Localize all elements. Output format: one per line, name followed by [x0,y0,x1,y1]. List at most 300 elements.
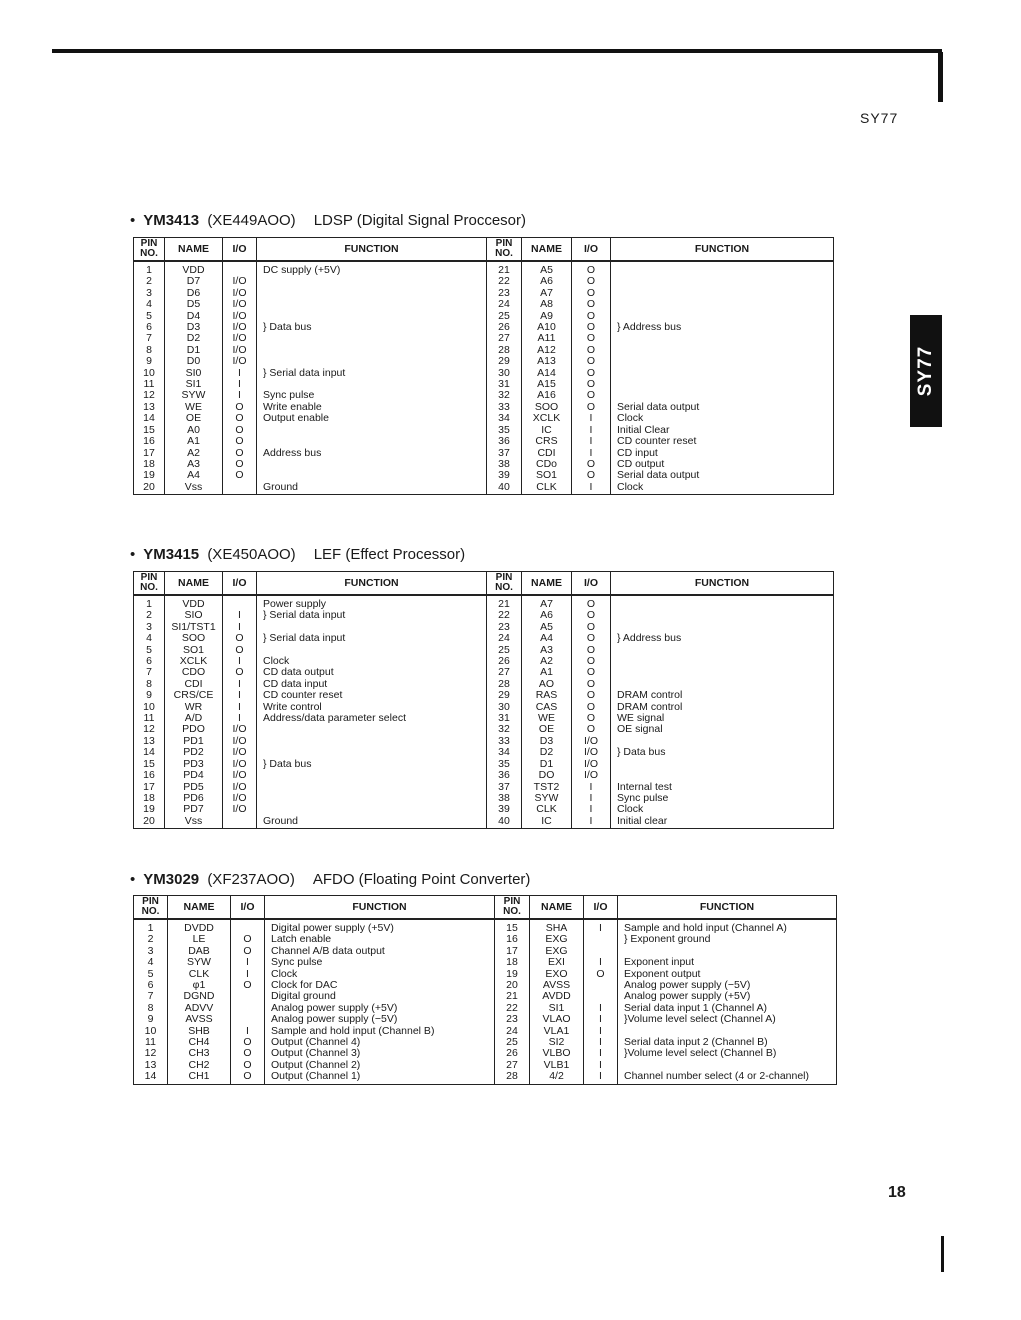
pin-name: WE [522,713,572,724]
pin-number: 10 [134,1026,168,1037]
table-row [134,1048,837,1059]
pin-function [257,276,487,287]
pin-function: CD data input [257,679,487,690]
pin-io: O [231,934,265,945]
pin-number: 12 [134,724,165,735]
pin-name: CDo [522,459,572,470]
pin-io: O [572,402,611,413]
part-code: (XF237AOO) [207,871,295,888]
pin-name: IC [522,816,572,829]
column-header: PIN NO. [134,238,165,262]
pin-number: 6 [134,322,165,333]
pin-name: D7 [165,276,223,287]
pin-function: Serial data input 1 (Channel A) [618,1003,837,1014]
pin-io: I [231,957,265,968]
pin-function [611,345,834,356]
table-row [134,804,834,815]
column-header: NAME [522,238,572,262]
pin-io: O [572,459,611,470]
pin-name: DGND [168,991,231,1002]
pin-io: I/O [223,299,257,310]
column-header: FUNCTION [265,896,495,920]
pin-function: Digital ground [265,991,495,1002]
pin-function [257,793,487,804]
pin-function [611,276,834,287]
table-row [134,946,837,957]
pin-function: } Address bus [611,322,834,333]
pin-number: 13 [134,402,165,413]
pin-io: O [572,679,611,690]
pin-io [223,816,257,829]
column-header: FUNCTION [618,896,837,920]
pin-number: 5 [134,311,165,322]
pin-name: A5 [522,622,572,633]
pin-number: 33 [487,736,522,747]
pin-name: VLA1 [530,1026,584,1037]
pin-number: 2 [134,934,168,945]
pin-number: 31 [487,379,522,390]
pin-name: DAB [168,946,231,957]
pin-name: SYW [168,957,231,968]
pin-io: I [572,425,611,436]
pin-io: I/O [223,736,257,747]
pin-function: }Volume level select (Channel A) [618,1014,837,1025]
pin-function [257,736,487,747]
pin-name: CH1 [168,1071,231,1084]
pin-number: 4 [134,633,165,644]
pin-name: CAS [522,702,572,713]
pin-number: 18 [495,957,530,968]
pin-io: I [584,1037,618,1048]
pin-name: A13 [522,356,572,367]
column-header: NAME [530,896,584,920]
pin-io: O [572,667,611,678]
pin-number: 20 [134,482,165,495]
pin-function: DRAM control [611,690,834,701]
pin-name: PD4 [165,770,223,781]
part-code: (XE449AOO) [207,212,296,229]
pin-function: Clock [611,804,834,815]
pin-function: Exponent output [618,969,837,980]
pin-name: WE [165,402,223,413]
pin-function: } Data bus [257,322,487,333]
pin-number: 17 [134,448,165,459]
pin-number: 33 [487,402,522,413]
pin-io: I [223,622,257,633]
pin-name: OE [522,724,572,735]
pin-io: O [572,470,611,481]
pin-io: I/O [572,770,611,781]
pin-function: Output enable [257,413,487,424]
pin-number: 21 [487,595,522,610]
pin-number: 8 [134,345,165,356]
pin-io: O [223,459,257,470]
pin-name: A/D [165,713,223,724]
pin-number: 2 [134,610,165,621]
pin-function [257,356,487,367]
pin-function [257,747,487,758]
pin-function: DC supply (+5V) [257,261,487,276]
table-row [134,356,834,367]
pin-function: Digital power supply (+5V) [265,919,495,934]
pin-function: CD input [611,448,834,459]
pin-number: 18 [134,793,165,804]
pin-name: A7 [522,595,572,610]
pin-name: SI2 [530,1037,584,1048]
pin-function [611,667,834,678]
pin-io: I/O [223,747,257,758]
pin-number: 26 [495,1048,530,1059]
pin-name: SHA [530,919,584,934]
pin-name: PD6 [165,793,223,804]
pin-function [611,656,834,667]
pin-io: I [231,1026,265,1037]
pin-number: 3 [134,946,168,957]
pin-io: O [223,645,257,656]
pin-function: Clock [611,482,834,495]
pin-io [223,261,257,276]
pin-name: PD5 [165,782,223,793]
column-header: NAME [165,238,223,262]
pin-function [611,379,834,390]
pin-number: 25 [487,645,522,656]
pin-number: 29 [487,690,522,701]
pin-function: Analog power supply (−5V) [265,1014,495,1025]
pin-number: 38 [487,793,522,804]
pin-table-ym3415 [133,571,834,829]
pin-function: Initial clear [611,816,834,829]
pin-io: O [572,656,611,667]
column-header: NAME [168,896,231,920]
pin-function: Serial data output [611,402,834,413]
pin-number: 3 [134,288,165,299]
pin-name: SOO [165,633,223,644]
pin-number: 26 [487,656,522,667]
pin-function [257,470,487,481]
pin-function [257,804,487,815]
table-row [134,595,834,610]
pin-function [611,759,834,770]
pin-io: I [572,482,611,495]
pin-name: A1 [522,667,572,678]
pin-io: I [584,919,618,934]
table-row [134,261,834,276]
pin-function [611,261,834,276]
pin-name: A10 [522,322,572,333]
pin-io: I/O [223,322,257,333]
pin-io: O [231,946,265,957]
pin-io: I [223,379,257,390]
pin-function [257,425,487,436]
section-title-ym3029 [130,871,530,888]
pin-function: } Data bus [611,747,834,758]
pin-table-ym3413 [133,237,834,495]
pin-io [231,991,265,1002]
pin-number: 28 [487,345,522,356]
pin-name: 4/2 [530,1071,584,1084]
pin-name: AVDD [530,991,584,1002]
pin-number: 34 [487,413,522,424]
pin-function: Sync pulse [257,390,487,401]
pin-number: 8 [134,679,165,690]
pin-name: D5 [165,299,223,310]
pin-name: SIO [165,610,223,621]
pin-number: 24 [495,1026,530,1037]
pin-function [611,645,834,656]
pin-function: Address bus [257,448,487,459]
pin-name: A7 [522,288,572,299]
pin-function: Power supply [257,595,487,610]
pin-number: 32 [487,724,522,735]
pin-function [257,724,487,735]
pin-io: I [572,816,611,829]
pin-function [257,288,487,299]
pin-function [257,299,487,310]
pin-number: 30 [487,702,522,713]
pin-io: I [572,782,611,793]
pin-name: VLAO [530,1014,584,1025]
pin-io: I/O [223,356,257,367]
table-row [134,436,834,447]
pin-function: CD output [611,459,834,470]
pin-io: O [231,1060,265,1071]
pin-number: 21 [487,261,522,276]
pin-number: 6 [134,980,168,991]
pin-function [257,436,487,447]
pin-io: I/O [223,288,257,299]
pin-name: A12 [522,345,572,356]
pin-io: I [572,448,611,459]
pin-name: EXG [530,934,584,945]
pin-name: φ1 [168,980,231,991]
pin-number: 22 [487,276,522,287]
pin-io: I/O [572,759,611,770]
pin-function: Sync pulse [611,793,834,804]
pin-name: CH4 [168,1037,231,1048]
column-header: PIN NO. [134,572,165,596]
pin-io: O [223,425,257,436]
pin-function: Internal test [611,782,834,793]
pin-name: CLK [522,804,572,815]
pin-number: 36 [487,770,522,781]
table-row [134,934,837,945]
pin-io: I [572,413,611,424]
header-model-code: SY77 [860,110,899,126]
pin-name: EXI [530,957,584,968]
pin-number: 15 [495,919,530,934]
pin-number: 19 [134,804,165,815]
table-row [134,770,834,781]
bullet: • [130,871,136,888]
pin-number: 25 [487,311,522,322]
pin-number: 28 [495,1071,530,1084]
pin-number: 39 [487,804,522,815]
column-header: I/O [231,896,265,920]
pin-name: SOO [522,402,572,413]
column-header: FUNCTION [611,238,834,262]
pin-io: I/O [223,311,257,322]
pin-number: 1 [134,261,165,276]
pin-number: 11 [134,713,165,724]
pin-name: OE [165,413,223,424]
section-title-ym3413 [130,212,526,229]
pin-io: I/O [223,345,257,356]
pin-number: 7 [134,667,165,678]
pin-number: 9 [134,356,165,367]
pin-number: 34 [487,747,522,758]
pin-io: I [572,793,611,804]
pin-name: CRS [522,436,572,447]
pin-name: EXO [530,969,584,980]
pin-number: 29 [487,356,522,367]
pin-number: 17 [495,946,530,957]
table-row [134,690,834,701]
pin-name: CRS/CE [165,690,223,701]
pin-function: }Volume level select (Channel B) [618,1048,837,1059]
pin-io: O [223,402,257,413]
pin-name: A14 [522,368,572,379]
pin-function: CD data output [257,667,487,678]
pin-number: 10 [134,368,165,379]
pin-number: 16 [495,934,530,945]
pin-name: A6 [522,276,572,287]
pin-number: 12 [134,1048,168,1059]
pin-io [231,919,265,934]
pin-io: I [223,713,257,724]
pin-function: } Serial data input [257,633,487,644]
pin-function: Exponent input [618,957,837,968]
pin-name: SI1/TST1 [165,622,223,633]
chip-name: YM3415 [143,546,200,563]
side-tab-label: SY77 [915,345,937,397]
pin-function [257,782,487,793]
pin-io: O [572,610,611,621]
pin-function: Clock [611,413,834,424]
pin-number: 40 [487,816,522,829]
pin-number: 3 [134,622,165,633]
pin-number: 37 [487,448,522,459]
pin-name: D3 [522,736,572,747]
pin-function: Sync pulse [265,957,495,968]
pin-function: Write control [257,702,487,713]
pin-name: D1 [165,345,223,356]
chip-name: YM3029 [143,871,200,888]
pin-function: WE signal [611,713,834,724]
pin-name: A4 [165,470,223,481]
pin-name: A9 [522,311,572,322]
pin-io: O [223,413,257,424]
pin-number: 37 [487,782,522,793]
pin-name: A5 [522,261,572,276]
pin-function: } Address bus [611,633,834,644]
pin-function [257,345,487,356]
table-row [134,633,834,644]
pin-io: O [572,311,611,322]
pin-function: } Serial data input [257,610,487,621]
pin-io: O [572,633,611,644]
pin-name: AVSS [530,980,584,991]
pin-io: O [572,368,611,379]
pin-io: I/O [223,770,257,781]
pin-number: 13 [134,736,165,747]
pin-name: SO1 [165,645,223,656]
column-header: NAME [165,572,223,596]
table-row [134,957,837,968]
column-header: PIN NO. [487,238,522,262]
pin-number: 22 [495,1003,530,1014]
pin-io: I/O [223,276,257,287]
pin-function: Output (Channel 1) [265,1071,495,1084]
pin-number: 9 [134,1014,168,1025]
pin-function: Latch enable [265,934,495,945]
pin-io [584,980,618,991]
pin-number: 8 [134,1003,168,1014]
pin-number: 23 [495,1014,530,1025]
column-header: FUNCTION [257,572,487,596]
pin-number: 5 [134,645,165,656]
pin-io: I [223,656,257,667]
table-row [134,482,834,495]
pin-name: XCLK [165,656,223,667]
pin-io [584,934,618,945]
pin-function [611,299,834,310]
pin-number: 6 [134,656,165,667]
pin-io [231,1014,265,1025]
pin-number: 5 [134,969,168,980]
pin-function: Analog power supply (−5V) [618,980,837,991]
column-header: NAME [522,572,572,596]
chip-name: YM3413 [143,212,200,229]
page-number: 18 [888,1184,906,1201]
pin-io: O [572,702,611,713]
pin-name: A3 [165,459,223,470]
pin-name: WR [165,702,223,713]
pin-function: Channel number select (4 or 2-channel) [618,1071,837,1084]
pin-name: SI1 [165,379,223,390]
pin-io: O [231,1071,265,1084]
pin-name: TST2 [522,782,572,793]
pin-function: Ground [257,816,487,829]
pin-name: CH3 [168,1048,231,1059]
pin-io: O [572,322,611,333]
table-row [134,1071,837,1084]
pin-number: 14 [134,747,165,758]
pin-function [611,368,834,379]
pin-name: SHB [168,1026,231,1037]
side-tab [910,315,942,427]
pin-name: Vss [165,482,223,495]
pin-number: 11 [134,1037,168,1048]
pin-number: 38 [487,459,522,470]
pin-name: SO1 [522,470,572,481]
pin-name: DVDD [168,919,231,934]
pin-number: 7 [134,333,165,344]
chip-description: LEF (Effect Processor) [313,546,466,563]
pin-io: I [584,1060,618,1071]
pin-io: O [223,633,257,644]
pin-number: 22 [487,610,522,621]
pin-number: 35 [487,759,522,770]
pin-io: O [231,1037,265,1048]
pin-number: 27 [487,667,522,678]
pin-io: I [223,368,257,379]
pin-name: A6 [522,610,572,621]
pin-function [611,356,834,367]
pin-io: I/O [223,759,257,770]
pin-function [611,333,834,344]
pin-number: 13 [134,1060,168,1071]
pin-function: Analog power supply (+5V) [618,991,837,1002]
